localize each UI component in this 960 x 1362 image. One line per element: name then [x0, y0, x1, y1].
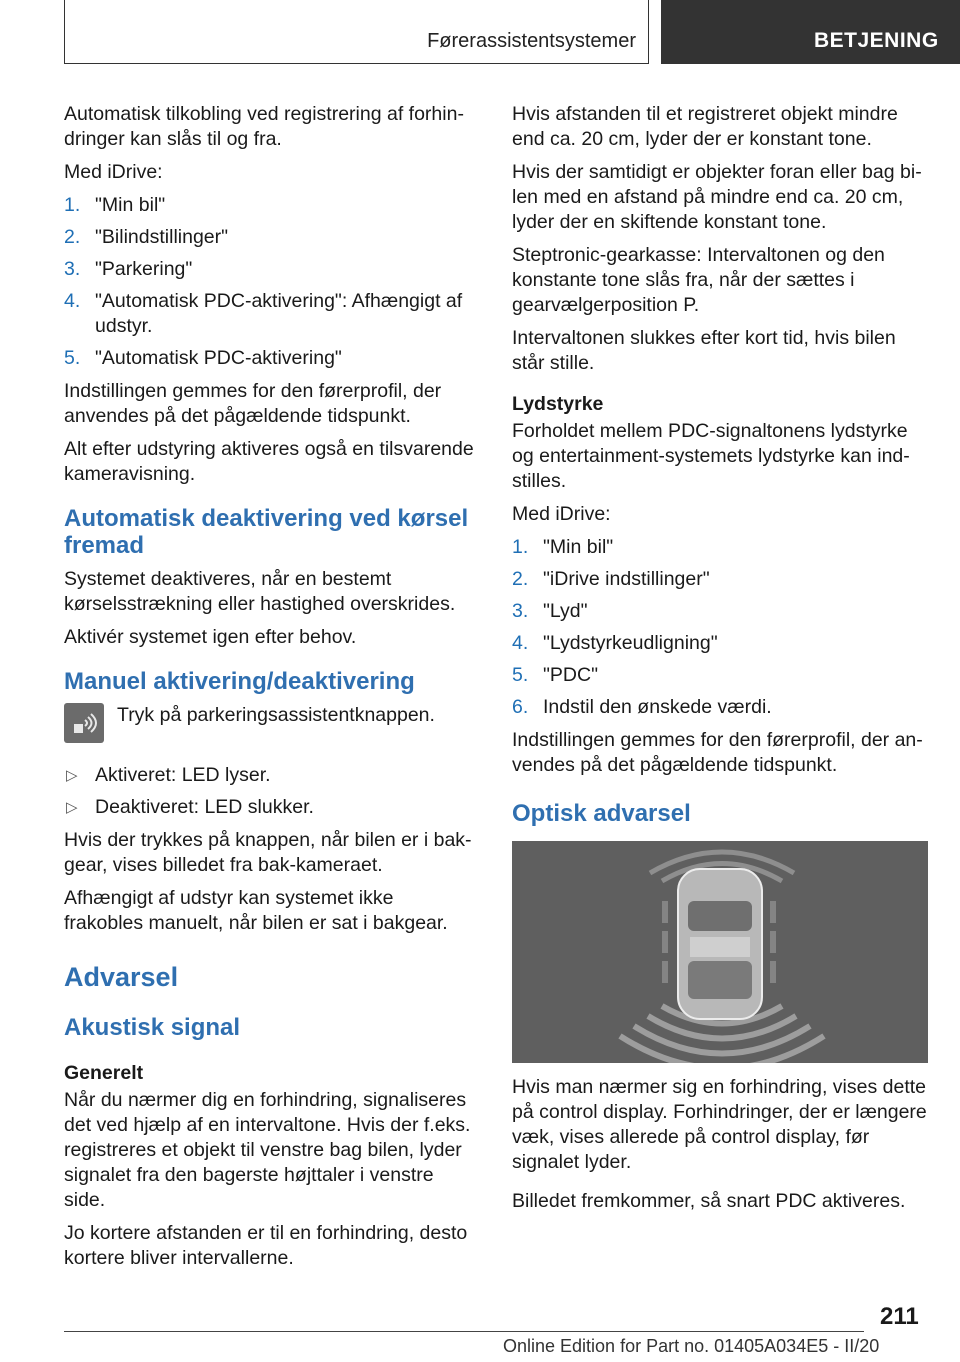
list-text: Deaktiveret: LED slukker.: [95, 796, 314, 818]
heading-optisk-advarsel: Optisk advarsel: [512, 800, 691, 827]
heading-advarsel: Advarsel: [64, 962, 179, 992]
list-item: [64, 257, 474, 282]
list-item: [512, 663, 928, 688]
paragraph: Hvis der trykkes på knappen, når bilen er i bakgear, vises billedet fra bak-kameraet.: [64, 829, 472, 876]
heading-manual-activation: Manuel aktivering/deaktivering: [64, 668, 415, 695]
list-item: [512, 695, 928, 720]
paragraph: Billedet fremkommer, så snart PDC aktiveres.: [512, 1190, 906, 1212]
list-text: Aktiveret: LED lyser.: [95, 764, 271, 786]
paragraph: Intervaltonen slukkes efter kort tid, hvis bilen står stille.: [512, 327, 896, 374]
list-number: 4.: [64, 290, 81, 312]
paragraph: Systemet deaktiveres, når en bestemt kørselsstrækning eller hastighed overskrides.: [64, 568, 456, 615]
paragraph: Hvis man nærmer sig en forhindring, vises dette på control display. Forhindringer, der er længere væk, vises allerede på control display, før signalet lyder.: [512, 1076, 927, 1173]
edition-note: Online Edition for Part no. 01405A034E5 - II/20: [503, 1336, 880, 1356]
list-text: "PDC": [543, 664, 599, 686]
heading-auto-deactivation: Automatisk deaktivering ved kørsel fremad: [64, 505, 469, 559]
button-instruction-text: Tryk på parkeringsassistentknappen.: [117, 704, 435, 726]
list-number: 4.: [512, 632, 529, 654]
paragraph: Når du nærmer dig en forhindring, signaliseres det ved hjælp af en intervaltone. Hvis der f.eks. registreres et objekt til venstre bag bilen, lyder signalet fra den bagerste højttaler i venstre side.: [64, 1089, 471, 1211]
list-item: [64, 795, 474, 820]
numbered-list-idrive: [64, 193, 474, 371]
paragraph: Indstillingen gemmes for den førerprofil, der anvendes på det pågældende tidspunkt.: [64, 380, 442, 427]
triangle-bullet-icon: ▷: [66, 767, 78, 784]
left-column: [64, 102, 474, 1279]
heading-lydstyrke: Lydstyrke: [512, 393, 604, 415]
list-text: "Automatisk PDC-aktivering": Afhængigt af udstyr.: [95, 290, 463, 337]
paragraph: Med iDrive:: [64, 161, 163, 183]
list-number: 1.: [64, 194, 81, 216]
paragraph: Med iDrive:: [512, 503, 611, 525]
footer-divider: [64, 1331, 864, 1332]
list-text: "Lyd": [543, 600, 588, 622]
list-number: 1.: [512, 536, 529, 558]
heading-generelt: Generelt: [64, 1062, 144, 1084]
numbered-list-volume: [512, 535, 928, 720]
list-item: [512, 535, 928, 560]
header-section-title: Førerassistentsystemer: [427, 30, 636, 52]
paragraph: Alt efter udstyring aktiveres også en tilsvarende kameravisning.: [64, 438, 474, 485]
page-number: 211: [880, 1303, 919, 1330]
list-text: "Automatisk PDC-aktivering": [95, 347, 342, 369]
list-item: [512, 567, 928, 592]
paragraph: Steptronic-gearkasse: Intervaltonen og den konstante tone slås fra, når der sættes i gearvælgerposition P.: [512, 244, 885, 316]
list-number: 5.: [512, 664, 529, 686]
list-text: "Bilindstillinger": [95, 226, 229, 248]
paragraph: Hvis afstanden til et registreret objekt mindre end ca. 20 cm, lyder der er konstant tone.: [512, 103, 898, 150]
paragraph: Aktivér systemet igen efter behov.: [64, 626, 357, 648]
list-text: "Min bil": [95, 194, 166, 216]
list-number: 3.: [512, 600, 529, 622]
list-item: [64, 289, 474, 339]
paragraph: Jo kortere afstanden er til en forhindring, desto kortere bliver intervallerne.: [64, 1222, 468, 1269]
park-assist-button-icon: [64, 703, 104, 743]
list-item: [64, 225, 474, 250]
paragraph: Indstillingen gemmes for den førerprofil, der anvendes på det pågældende tidspunkt.: [512, 729, 923, 776]
list-text: "Lydstyrkeudligning": [543, 632, 718, 654]
triangle-bullet-icon: ▷: [66, 799, 78, 816]
list-number: 2.: [64, 226, 81, 248]
header-chapter-title: BETJENING: [814, 29, 939, 52]
list-item: [64, 346, 474, 371]
list-item: [64, 763, 474, 788]
list-number: 5.: [64, 347, 81, 369]
paragraph: Hvis der samtidigt er objekter foran eller bag bilen med en afstand på mindre end ca. 20 cm, lyder der en skiftende konstant tone.: [512, 161, 922, 233]
list-number: 2.: [512, 568, 529, 590]
pdc-display-image: [512, 841, 928, 1063]
header-section-box: [64, 0, 649, 64]
paragraph: Afhængigt af udstyr kan systemet ikke frakobles manuelt, når bilen er sat i bakgear.: [64, 887, 448, 934]
list-text: "iDrive indstillinger": [543, 568, 710, 590]
car-top-view-illustration: [512, 841, 928, 1063]
header-chapter-box: [661, 0, 960, 64]
list-item: [512, 631, 928, 656]
paragraph: Automatisk tilkobling ved registrering af forhindringer kan slås til og fra.: [64, 103, 464, 150]
list-text: Indstil den ønskede værdi.: [543, 696, 772, 718]
list-item: [64, 193, 474, 218]
right-column: [512, 102, 928, 1222]
list-number: 3.: [64, 258, 81, 280]
bullet-list-led: [64, 763, 474, 820]
paragraph: Forholdet mellem PDC-signaltonens lydstyrke og entertainment-systemets lydstyrke kan indstilles.: [512, 420, 910, 492]
list-text: "Min bil": [543, 536, 614, 558]
list-number: 6.: [512, 696, 529, 718]
button-instruction: [64, 703, 474, 747]
list-text: "Parkering": [95, 258, 193, 280]
list-item: [512, 599, 928, 624]
heading-akustisk-signal: Akustisk signal: [64, 1014, 241, 1041]
